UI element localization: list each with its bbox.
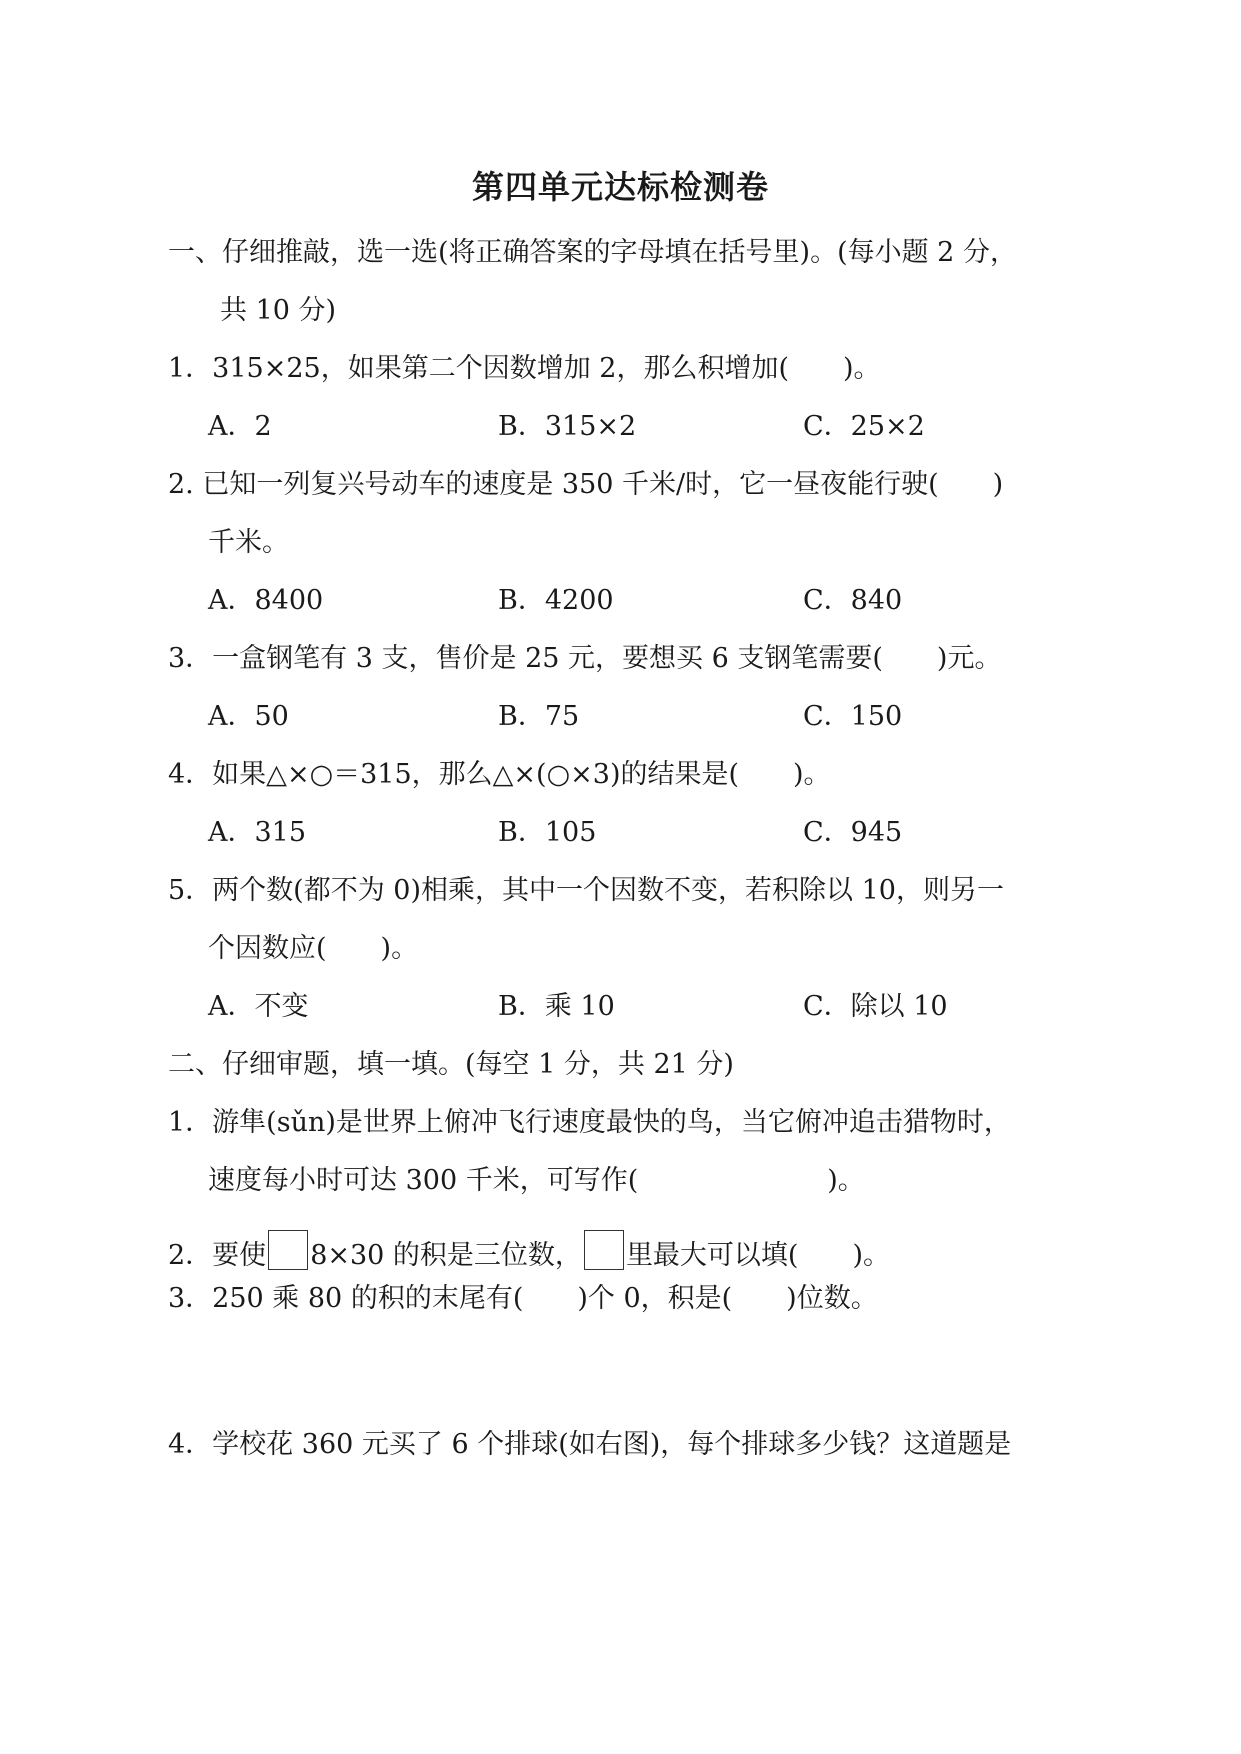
s2-question-3: 3．250 乘 80 的积的末尾有( )个 0，积是( )位数。 bbox=[168, 1283, 878, 1314]
page-title: 第四单元达标检测卷 bbox=[471, 168, 769, 206]
section1-heading-cont: 共 10 分) bbox=[220, 295, 337, 326]
s1-q4-option-c: C．945 bbox=[803, 817, 903, 848]
s1-q5-option-a: A．不变 bbox=[208, 991, 309, 1022]
s1-q5-option-b: B．乘 10 bbox=[498, 991, 615, 1022]
s2-q2-middle: 8×30 的积是三位数， bbox=[310, 1240, 582, 1271]
s1-q3-option-c: C．150 bbox=[803, 701, 903, 732]
s1-q3-option-b: B．75 bbox=[498, 701, 580, 732]
s1-question-1: 1．315×25，如果第二个因数增加 2，那么积增加( )。 bbox=[168, 353, 881, 384]
s1-q1-option-c: C．25×2 bbox=[803, 411, 925, 442]
s1-question-2: 2. 已知一列复兴号动车的速度是 350 千米/时，它一昼夜能行驶( ) bbox=[168, 469, 1004, 500]
s1-q2-option-c: C．840 bbox=[803, 585, 903, 616]
s2-question-4: 4．学校花 360 元买了 6 个排球(如右图)，每个排球多少钱？这道题是 bbox=[168, 1429, 1012, 1460]
s1-q2-option-a: A．8400 bbox=[208, 585, 324, 616]
s2-question-2 bbox=[168, 1230, 890, 1273]
s1-q2-option-b: B．4200 bbox=[498, 585, 614, 616]
s1-q5-option-c: C．除以 10 bbox=[803, 991, 948, 1022]
s1-q4-option-a: A．315 bbox=[208, 817, 307, 848]
s1-question-3: 3．一盒钢笔有 3 支，售价是 25 元，要想买 6 支钢笔需要( )元。 bbox=[168, 643, 1002, 674]
s1-question-2-cont: 千米。 bbox=[208, 527, 289, 558]
s1-question-4: 4．如果△×○＝315，那么△×(○×3)的结果是( )。 bbox=[168, 759, 831, 790]
s2-q2-suffix: 里最大可以填( )。 bbox=[625, 1240, 891, 1271]
section2-heading: 二、仔细审题，填一填。(每空 1 分，共 21 分) bbox=[168, 1049, 734, 1080]
s1-q1-option-b: B．315×2 bbox=[498, 411, 637, 442]
blank-box[interactable] bbox=[268, 1230, 308, 1270]
s1-q3-option-a: A．50 bbox=[208, 701, 289, 732]
section1-heading: 一、仔细推敲，选一选(将正确答案的字母填在括号里)。(每小题 2 分， bbox=[168, 237, 1017, 268]
s1-q4-option-b: B．105 bbox=[498, 817, 597, 848]
s1-q1-option-a: A．2 bbox=[208, 411, 272, 442]
blank-box[interactable] bbox=[584, 1230, 624, 1270]
s2-question-1: 1．游隼(sǔn)是世界上俯冲飞行速度最快的鸟，当它俯冲追击猎物时， bbox=[168, 1107, 1011, 1138]
s1-question-5: 5．两个数(都不为 0)相乘，其中一个因数不变，若积除以 10，则另一 bbox=[168, 875, 1004, 906]
s2-q2-prefix: 2．要使 bbox=[168, 1240, 267, 1271]
s1-question-5-cont: 个因数应( )。 bbox=[208, 933, 419, 964]
s2-question-1-cont: 速度每小时可达 300 千米，可写作( )。 bbox=[208, 1165, 865, 1196]
